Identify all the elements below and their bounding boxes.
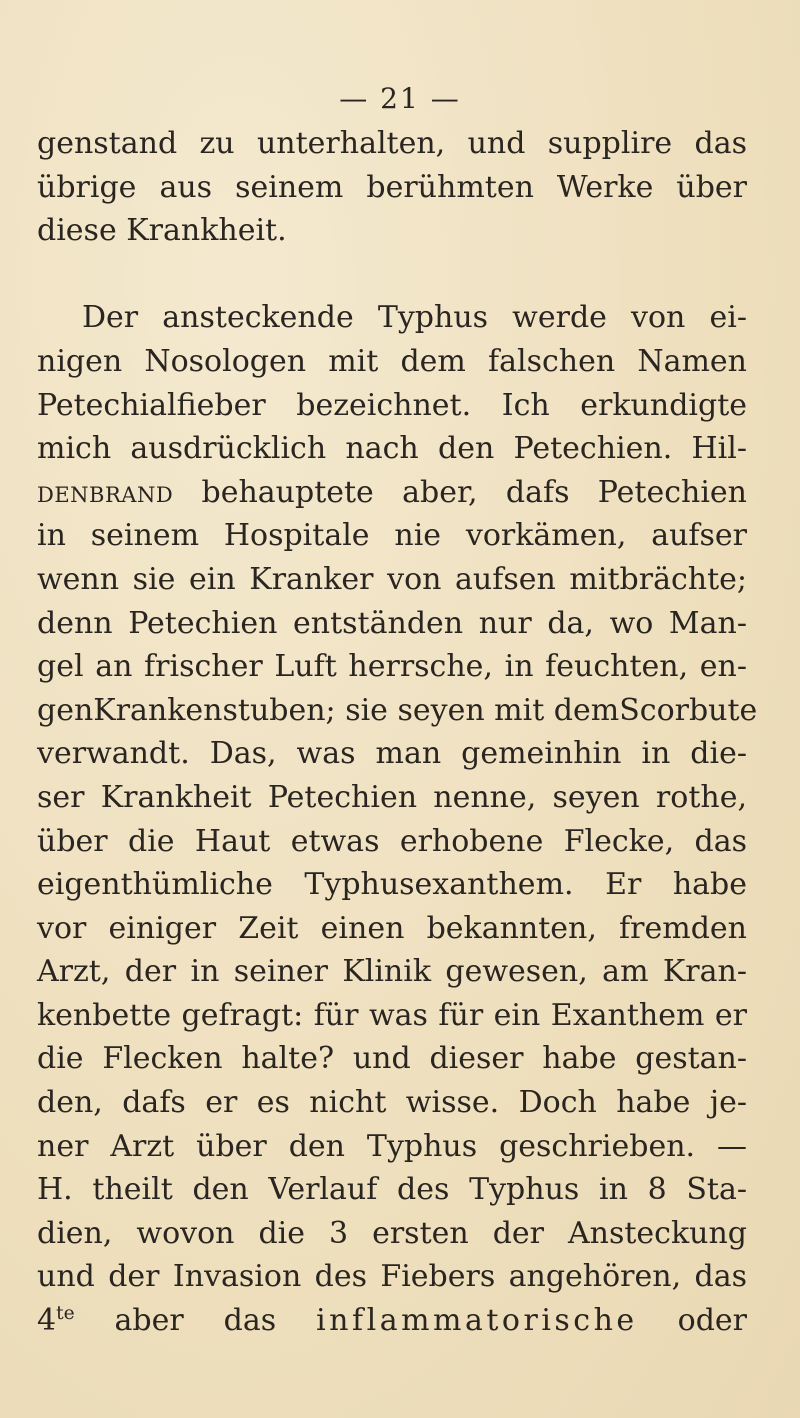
text-line: über die Haut etwas erhobene Flecke, das [37, 823, 747, 859]
text-line: und der Invasion des Fiebers angehören, das [37, 1259, 747, 1295]
text-line: in seinem Hospitale nie vorkämen, aufser [37, 518, 747, 554]
text-line [37, 471, 747, 515]
text-line: dien, wovon die 3 ersten der Ansteckung [37, 1215, 747, 1251]
ordinal-suffix: te [56, 1303, 75, 1325]
text-line: Petechialfieber bezeichnet. Ich erkundigte [37, 387, 747, 423]
text-line: Der ansteckende Typhus werde von ei- [82, 300, 747, 336]
paragraph-break [37, 253, 747, 297]
text-line: verwandt. Das, was man gemeinhin in die- [37, 736, 747, 772]
text-line: Arzt, der in seiner Klinik gewesen, am Kran- [37, 954, 747, 990]
text-line: wenn sie ein Kranker von aufsen mitbrächte; [37, 561, 747, 597]
text-line: eigenthümliche Typhusexanthem. Er habe [37, 867, 747, 903]
author-name-smallcaps: denbrand [37, 474, 174, 510]
text-line: nigen Nosologen mit dem falschen Namen [37, 343, 747, 379]
text-line: diese Krankheit. [37, 213, 287, 249]
text-line: den, dafs er es nicht wisse. Doch habe je- [37, 1085, 747, 1121]
body-text [37, 122, 758, 1343]
text-fragment: oder [637, 1303, 747, 1339]
text-fragment: aber das [74, 1303, 317, 1339]
text-line [37, 1299, 747, 1343]
text-line: genKrankenstuben; sie seyen mit demScorbute [37, 692, 758, 728]
text-line: kenbette gefragt: für was für ein Exanthem er [37, 997, 747, 1033]
text-line: übrige aus seinem berühmten Werke über [37, 169, 747, 205]
text-fragment: behauptete aber, dafs Petechien [173, 474, 747, 510]
text-line: ser Krankheit Petechien nenne, seyen rothe, [37, 779, 747, 815]
text-line: die Flecken halte? und dieser habe gestan- [37, 1041, 747, 1077]
ordinal-number: 4 [37, 1303, 57, 1339]
text-line: genstand zu unterhalten, und supplire das [37, 126, 747, 161]
text-line: vor einiger Zeit einen bekannten, fremden [37, 910, 747, 946]
page-number: — 21 — [339, 82, 461, 115]
emphasized-word: inflammatorische [316, 1303, 638, 1339]
text-line: mich ausdrücklich nach den Petechien. Hil- [37, 431, 747, 467]
text-line: gel an frischer Luft herrsche, in feuchten, en- [37, 649, 747, 685]
text-line: ner Arzt über den Typhus geschrieben. — [37, 1128, 747, 1164]
text-line: H. theilt den Verlauf des Typhus in 8 Sta- [37, 1172, 747, 1208]
text-line: denn Petechien entständen nur da, wo Man- [37, 605, 747, 641]
